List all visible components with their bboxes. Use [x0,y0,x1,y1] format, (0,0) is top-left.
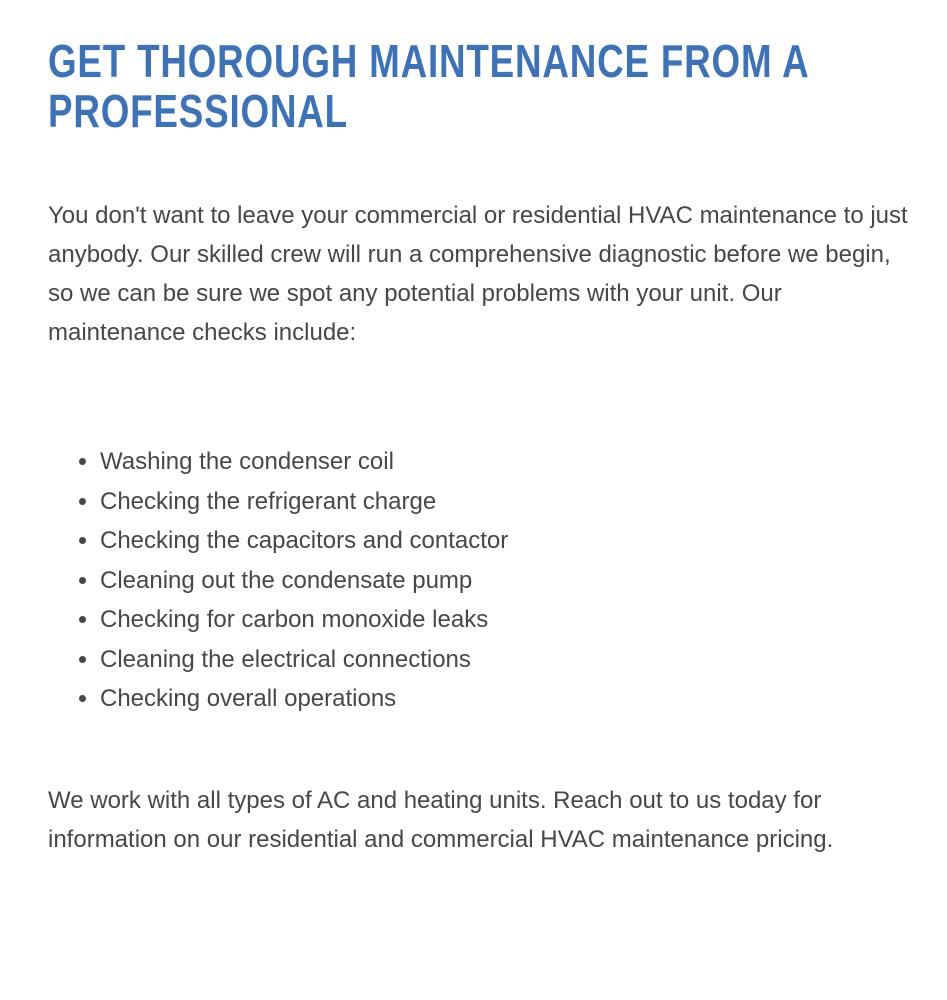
section-heading [48,35,810,137]
maintenance-check-item: • Cleaning out the condensate pump [100,561,918,601]
section-heading-line2: PROFESSIONAL [48,85,348,137]
maintenance-check-item: • Cleaning the electrical connections [100,640,918,680]
intro-paragraph: You don't want to leave your commercial or residential HVAC maintenance to just anybody. Our skilled crew will run a comprehensive diagnostic before we begin, so we can be sure we spot any potential problems with your unit. Our maintenance checks include: [48,202,908,346]
closing-paragraph: We work with all types of AC and heating units. Reach out to us today for information on our residential and commercial HVAC maintenance pricing. [48,786,834,853]
maintenance-check-item: • Checking the capacitors and contactor [100,521,918,561]
maintenance-check-item: • Washing the condenser coil [100,442,918,482]
section-heading-line1: GET THOROUGH MAINTENANCE FROM A [48,35,810,87]
maintenance-check-item: • Checking overall operations [100,679,918,719]
maintenance-checks-list [48,442,918,719]
maintenance-check-item: • Checking for carbon monoxide leaks [100,600,918,640]
maintenance-check-item: • Checking the refrigerant charge [100,482,918,522]
